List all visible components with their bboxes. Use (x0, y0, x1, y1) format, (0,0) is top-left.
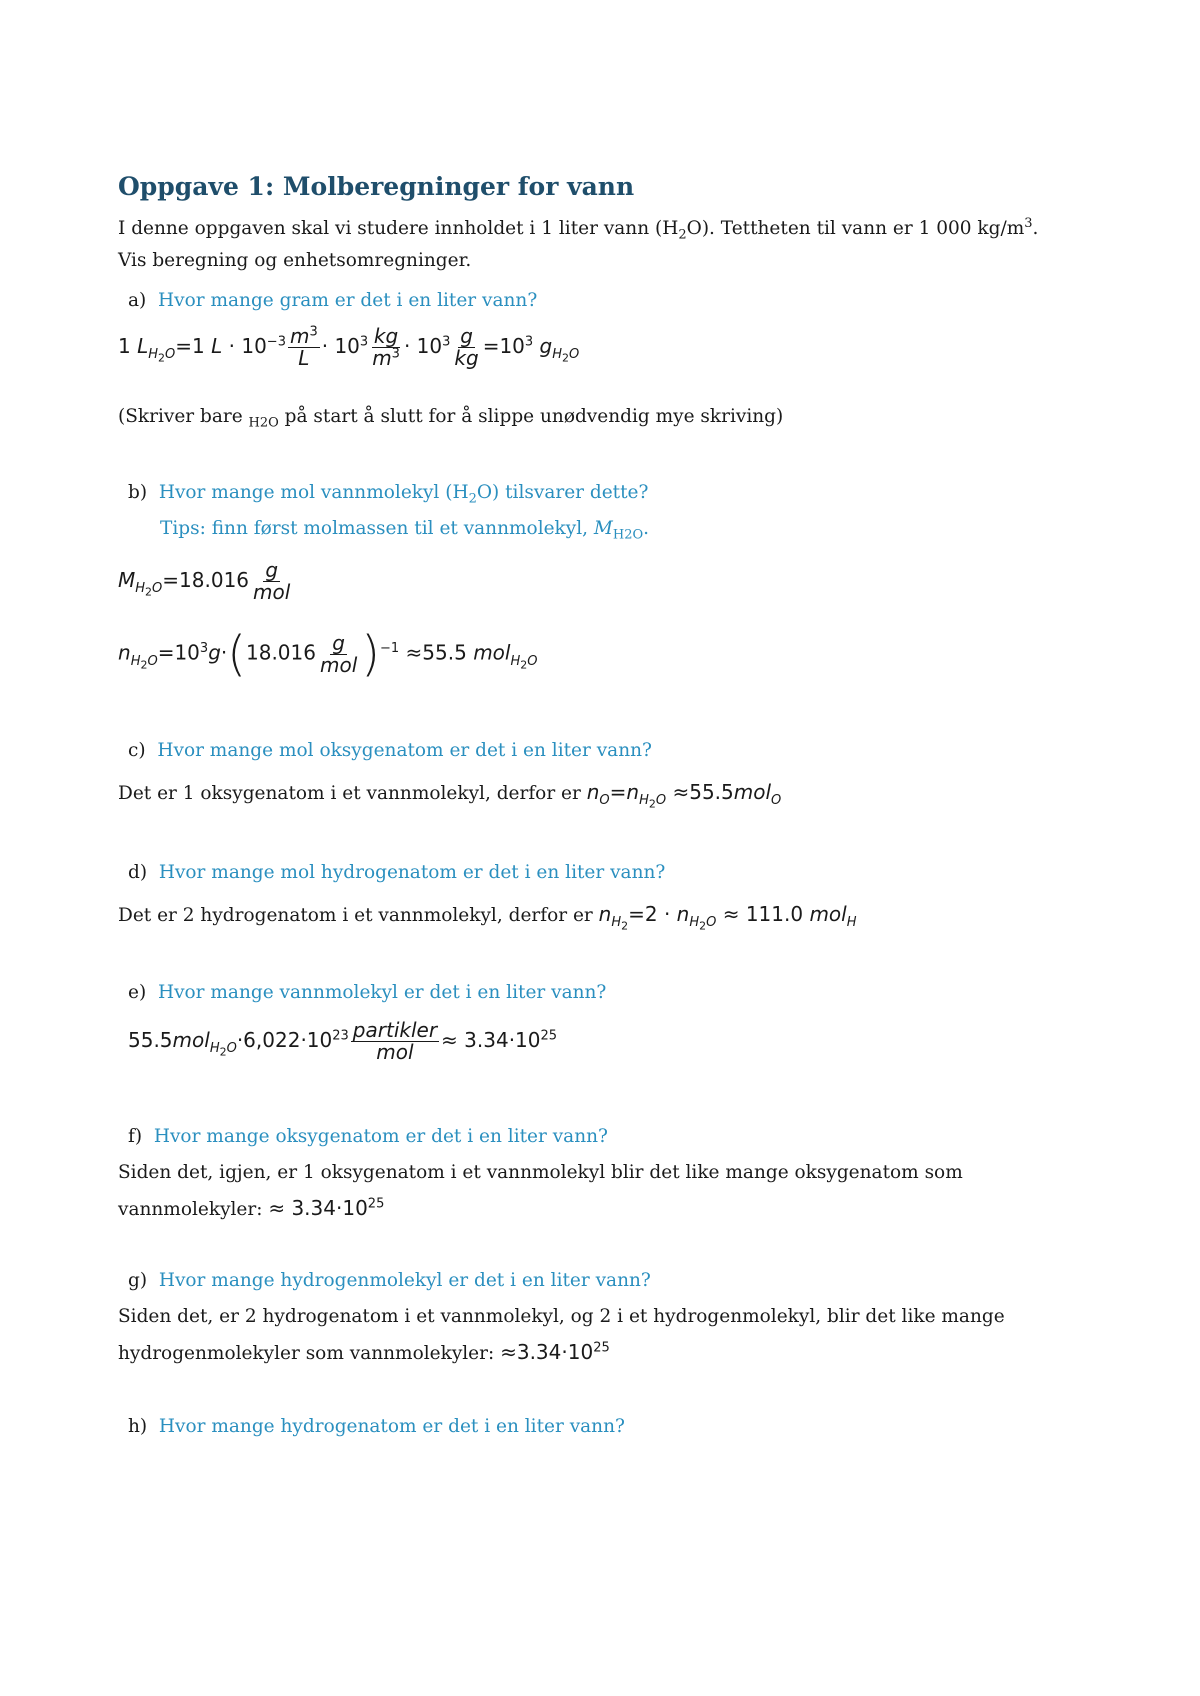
question-b: b) Hvor mange mol vannmolekyl $(H_2O)$ tilsvarer dette? (128, 482, 649, 507)
intro-text: O). Tettheten til vann er 1 000 kg/m (686, 218, 1025, 239)
intro-text: . (1032, 218, 1039, 239)
page-title: Oppgave 1: Molberegninger for vann (118, 172, 635, 201)
answer-f-line-2: vannmolekyler: ≈ $3.34\cdot 10^{25}$ (118, 1196, 385, 1220)
intro-text: I denne oppgaven skal vi studere innholdet i 1 liter vann (H (118, 218, 679, 239)
answer-g-line-1: Siden det, er 2 hydrogenatom i et vannmolekyl, og 2 i et hydrogenmolekyl, blir det like mange (118, 1306, 1005, 1327)
question-label: f) (128, 1126, 143, 1147)
answer-g-line-2: hydrogenmolekyler som vannmolekyler: $\approx 3.34\cdot 10^{25}$ (118, 1340, 610, 1364)
question-label: e) (128, 982, 147, 1003)
answer-a-note: (Skriver bare $_{H2O}$ på start å slutt for å slippe unødvendig mye skriving) (118, 406, 784, 431)
question-label: c) (128, 740, 146, 761)
question-label: g) (128, 1270, 148, 1291)
question-d: d) Hvor mange mol hydrogenatom er det i en liter vann? (128, 862, 666, 883)
question-c: c) Hvor mange mol oksygenatom er det i en liter vann? (128, 740, 652, 761)
equation-b-moles: $n_{H_2O}=10^3g\cdot(18.016$ $\frac{g}{\text{mol}}$ )$^{-1}$ ≈55.5 mol$_{H_2O}$ (118, 626, 538, 682)
question-b-tip: Tips: finn først molmassen til et vannmolekyl, $M_{H2O}$. (160, 518, 650, 543)
equation-b-molar-mass: $M_{H_2O}=18.016$ $\frac{g}{\text{mol}}$ (118, 558, 291, 604)
intro-sup: 3 (1024, 215, 1033, 231)
question-label: a) (128, 290, 147, 311)
intro-line-1 (118, 215, 1039, 243)
question-label: h) (128, 1416, 148, 1437)
equation-e: $55.5mol_{H_2O}\cdot 6,022\cdot 10^{23}$ $\frac{\text{partikler}}{\text{mol}}$ ≈ $3.34\cdot 10^{25}$ (128, 1018, 558, 1064)
question-text: Hvor mange gram er det i en liter vann? (158, 290, 538, 311)
answer-d: Det er 2 hydrogenatom i et vannmolekyl, derfor er $n_{H_2}=2 \cdot n_{H_2O} \approx 111.0$ mol$_H$ (118, 902, 857, 933)
question-g: g) Hvor mange hydrogenmolekyl er det i en liter vann? (128, 1270, 651, 1291)
intro-line-2: Vis beregning og enhetsomregninger. (118, 250, 472, 271)
answer-c: Det er 1 oksygenatom i et vannmolekyl, derfor er $n_O=n_{H_2O} \approx 55.5mol_O$ (118, 780, 782, 811)
question-h: h) Hvor mange hydrogenatom er det i en liter vann? (128, 1416, 625, 1437)
question-label: d) (128, 862, 148, 883)
question-f: f) Hvor mange oksygenatom er det i en liter vann? (128, 1126, 608, 1147)
intro-sub: 2 (678, 227, 687, 243)
question-a (128, 290, 537, 311)
answer-f-line-1: Siden det, igjen, er 1 oksygenatom i et vannmolekyl blir det like mange oksygenatom som (118, 1162, 963, 1183)
question-label: b) (128, 482, 148, 503)
equation-a: 1 $L_{H_2O}=1$ $L \cdot 10^{-3}$ $\frac{m^3}{L}$ · $10^3$ $\frac{kg}{m^3}$ · $10^3$ $\frac{g}{kg}$ $=10^3$ $g_{H_2O}$ (118, 324, 580, 370)
question-e: e) Hvor mange vannmolekyl er det i en liter vann? (128, 982, 607, 1003)
